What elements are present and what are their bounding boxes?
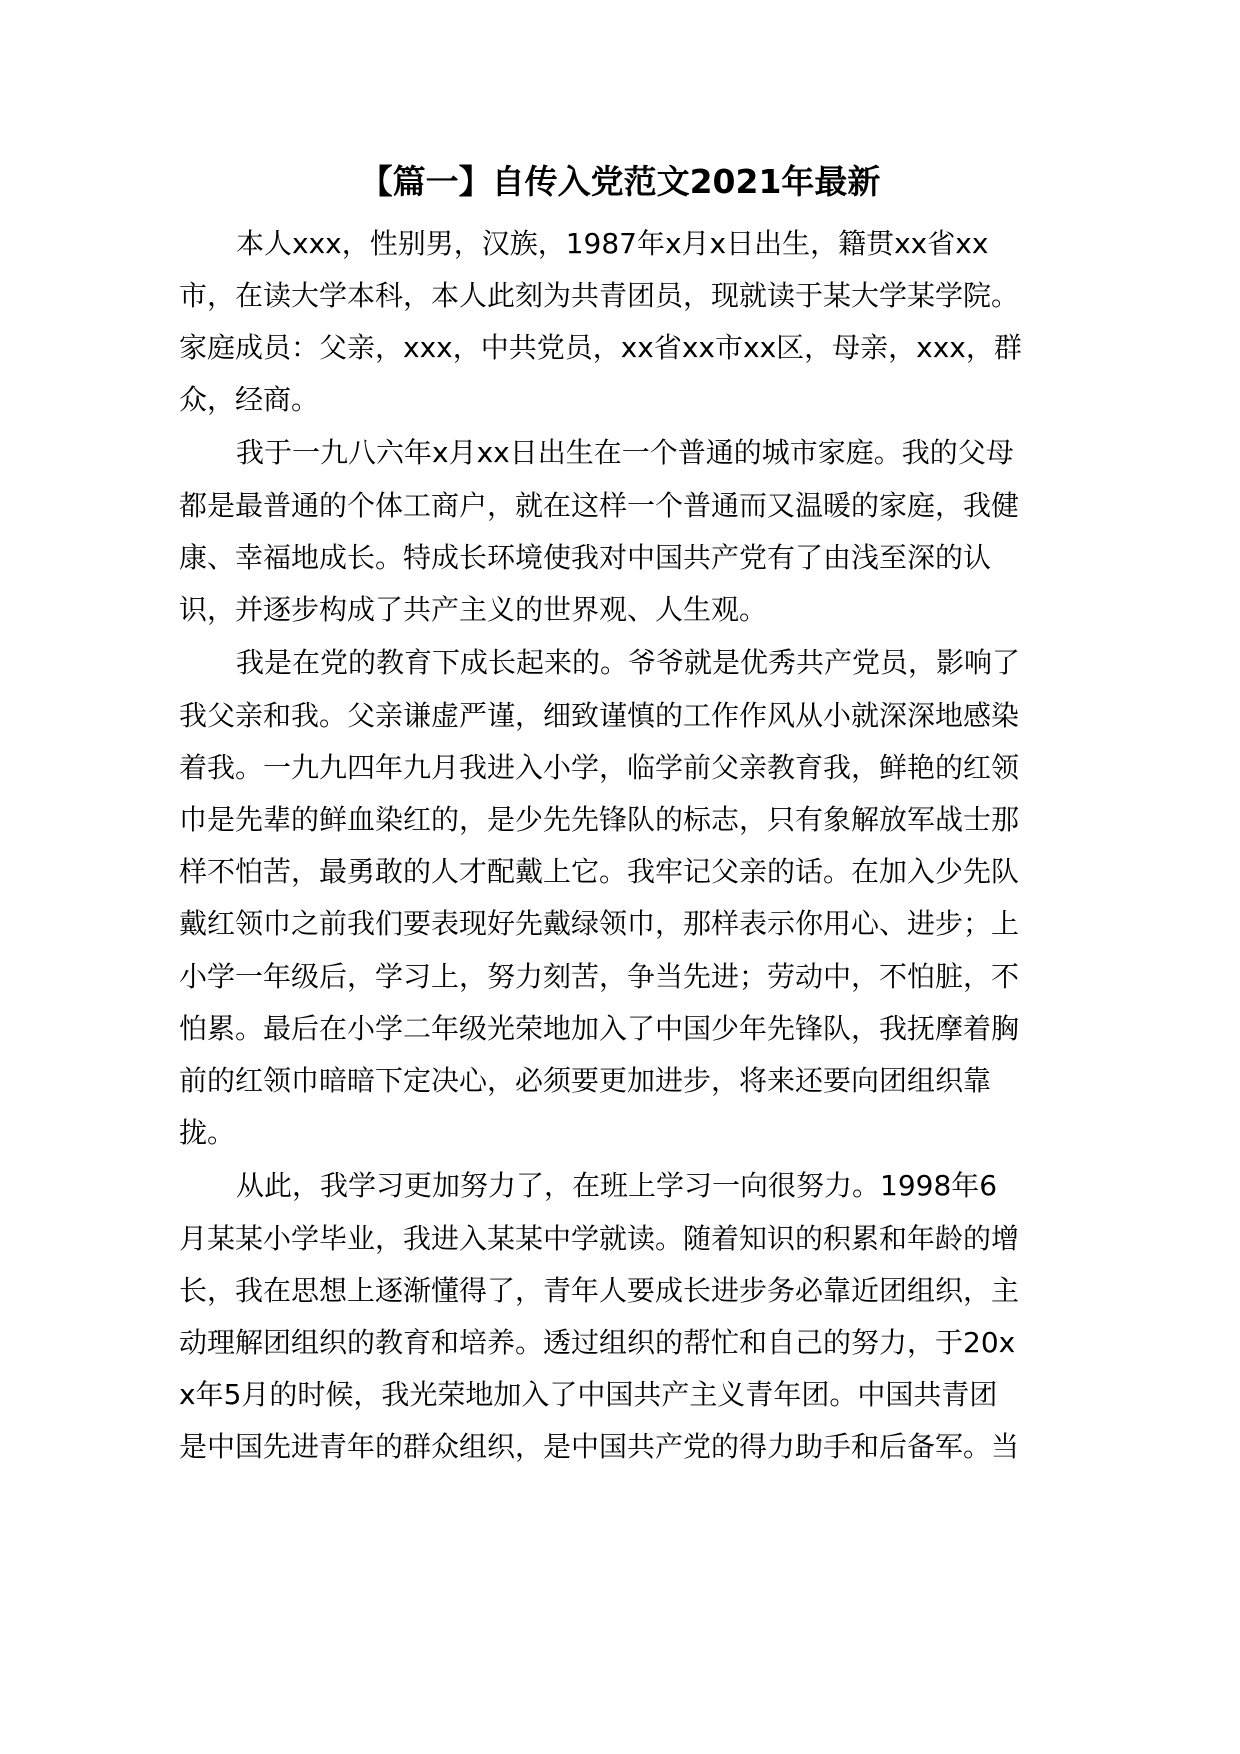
text-line: 都是最普通的个体工商户，就在这样一个普通而又温暖的家庭，我健 — [179, 489, 1020, 522]
text-line: 样不怕苦，最勇敢的人才配戴上它。我牢记父亲的话。在加入少先队 — [179, 855, 1020, 888]
text-line: 市，在读大学本科，本人此刻为共青团员，现就读于某大学某学院。 — [179, 279, 1020, 312]
text-line: 长，我在思想上逐渐懂得了，青年人要成长进步务必靠近团组织，主 — [179, 1274, 1020, 1307]
text-line: 识，并逐步构成了共产主义的世界观、人生观。 — [179, 593, 768, 626]
text-line: 小学一年级后，学习上，努力刻苦，争当先进；劳动中，不怕脏，不 — [179, 960, 1020, 993]
text-line: 我于一九八六年x月xx日出生在一个普通的城市家庭。我的父母 — [236, 436, 1014, 469]
text-line: 前的红领巾暗暗下定决心，必须要更加进步，将来还要向团组织靠 — [179, 1064, 992, 1097]
text-line: 怕累。最后在小学二年级光荣地加入了中国少年先锋队，我抚摩着胸 — [179, 1012, 1020, 1045]
text-line: 着我。一九九四年九月我进入小学，临学前父亲教育我，鲜艳的红领 — [179, 751, 1020, 784]
text-line: 从此，我学习更加努力了，在班上学习一向很努力。1998年6 — [236, 1169, 998, 1202]
text-line: 本人xxx，性别男，汉族，1987年x月x日出生，籍贯xx省xx — [236, 227, 989, 260]
text-line: 月某某小学毕业，我进入某某中学就读。随着知识的积累和年龄的增 — [179, 1222, 1020, 1255]
text-line: 我是在党的教育下成长起来的。爷爷就是优秀共产党员，影响了 — [236, 646, 1021, 679]
text-line: 巾是先辈的鲜血染红的，是少先先锋队的标志，只有象解放军战士那 — [179, 803, 1020, 836]
text-line: 拢。 — [179, 1116, 236, 1149]
text-line: 康、幸福地成长。特成长环境使我对中国共产党有了由浅至深的认 — [179, 541, 992, 574]
text-line: 是中国先进青年的群众组织，是中国共产党的得力助手和后备军。当 — [179, 1430, 1020, 1463]
text-line: 众，经商。 — [179, 383, 320, 416]
document-title: 【篇一】自传入党范文2021年最新 — [359, 162, 881, 201]
text-line: x年5月的时候，我光荣地加入了中国共产主义青年团。中国共青团 — [179, 1378, 998, 1411]
text-line: 动理解团组织的教育和培养。透过组织的帮忙和自己的努力，于20x — [179, 1326, 1016, 1359]
text-line: 家庭成员：父亲，xxx，中共党员，xx省xx市xx区，母亲，xxx，群 — [179, 331, 1022, 364]
text-line: 戴红领巾之前我们要表现好先戴绿领巾，那样表示你用心、进步；上 — [179, 907, 1020, 940]
text-line: 我父亲和我。父亲谦虚严谨，细致谨慎的工作作风从小就深深地感染 — [179, 699, 1020, 732]
